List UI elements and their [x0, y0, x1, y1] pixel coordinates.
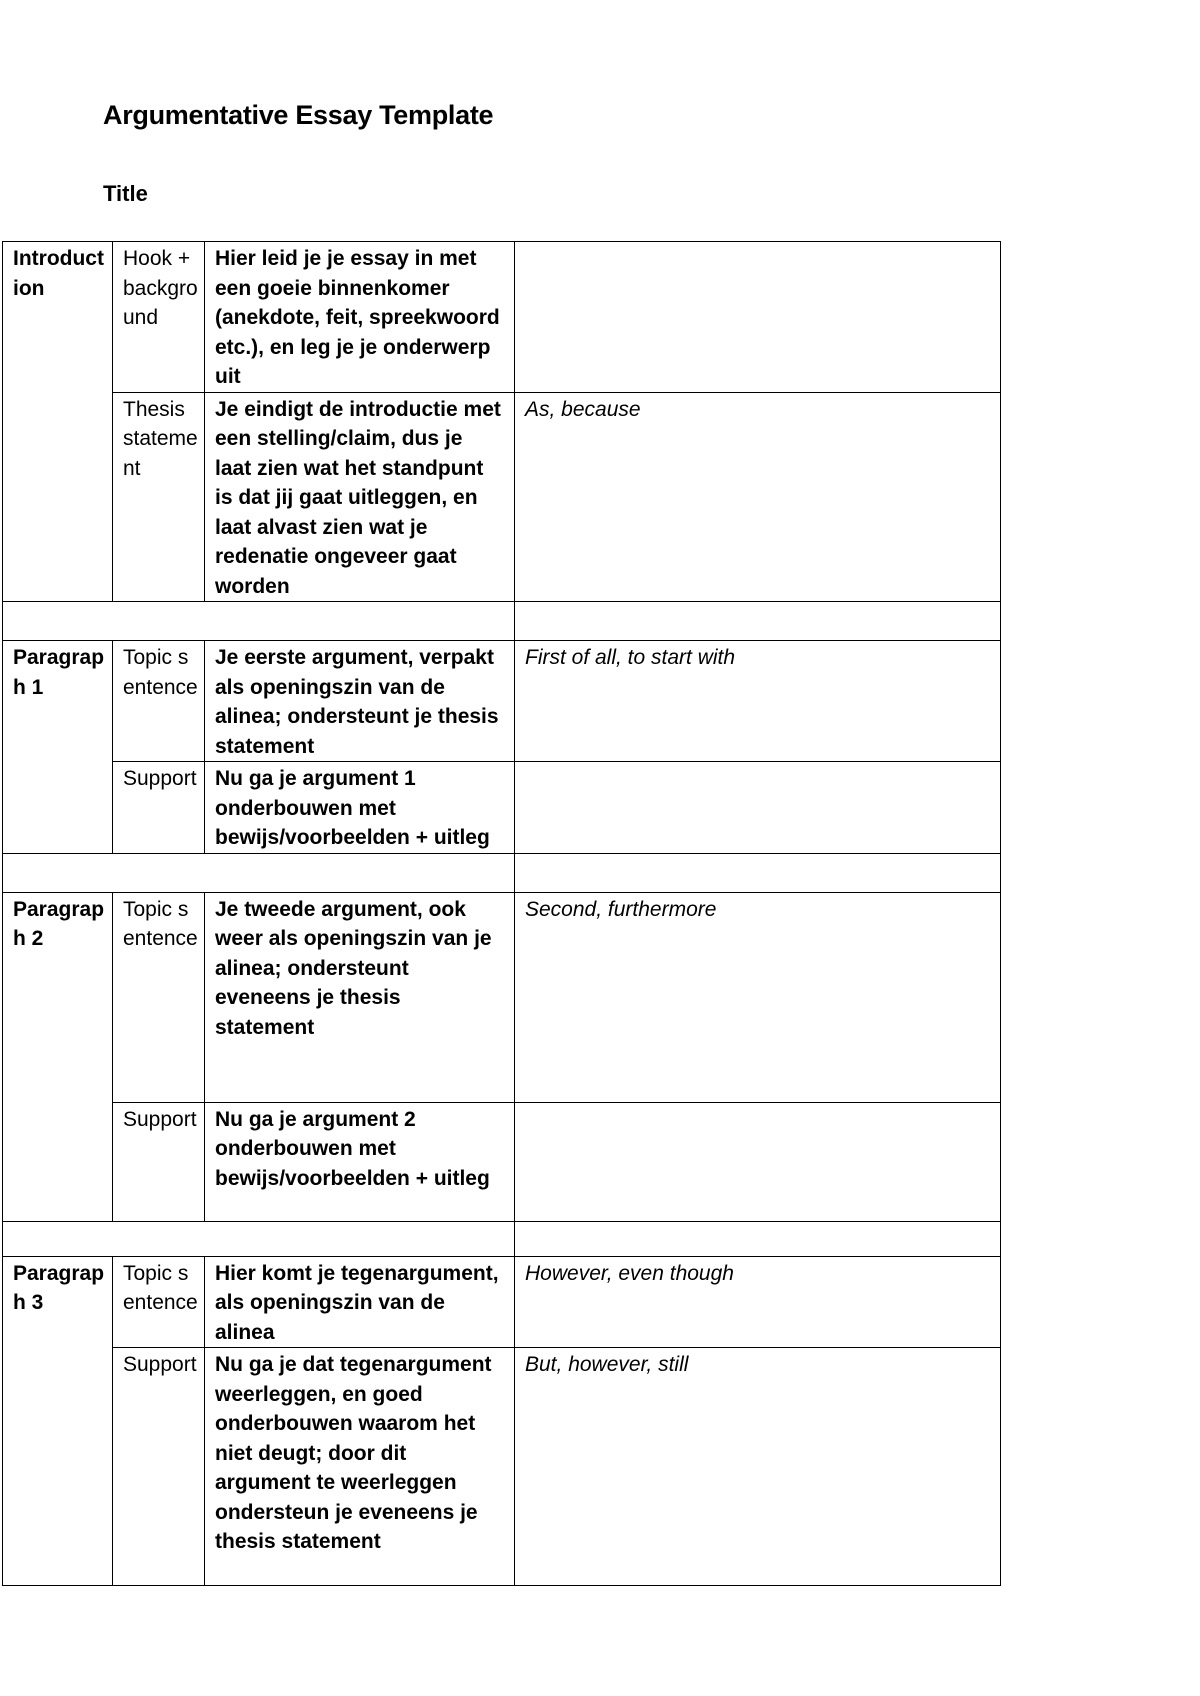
section-label-paragraph-3: Paragraph 3 [3, 1256, 113, 1586]
spacer-row [3, 853, 1001, 892]
spacer-row [3, 602, 1001, 641]
instruction-cell: Nu ga je argument 1 onderbouwen met bewijs/voorbeelden + uitleg [205, 762, 515, 854]
instruction-cell: Nu ga je dat tegenargument weerleggen, en goed onderbouwen waarom het niet deugt; door dit argument te weerleggen ondersteun je eveneens je thesis statement [205, 1348, 515, 1586]
element-label-support: Support [113, 762, 205, 854]
phrases-cell [515, 762, 1001, 854]
table-row [3, 1256, 1001, 1348]
element-label-topic-sentence: Topic sentence [113, 641, 205, 762]
table-row [3, 892, 1001, 1102]
element-label-support: Support [113, 1348, 205, 1586]
phrases-cell: But, however, still [515, 1348, 1001, 1586]
element-label-topic-sentence: Topic sentence [113, 1256, 205, 1348]
table-row [3, 1348, 1001, 1586]
instruction-cell: Je tweede argument, ook weer als openingszin van je alinea; ondersteunt eveneens je thesis statement [205, 892, 515, 1102]
section-label-introduction: Introduction [3, 242, 113, 602]
element-label-topic-sentence: Topic sentence [113, 892, 205, 1102]
table-row [3, 392, 1001, 602]
element-label-thesis: Thesis statement [113, 392, 205, 602]
phrases-cell [515, 242, 1001, 393]
phrases-cell: Second, furthermore [515, 892, 1001, 1102]
table-row [3, 762, 1001, 854]
phrases-cell: As, because [515, 392, 1001, 602]
instruction-cell: Nu ga je argument 2 onderbouwen met bewijs/voorbeelden + uitleg [205, 1102, 515, 1221]
phrases-cell [515, 1102, 1001, 1221]
element-label-support: Support [113, 1102, 205, 1221]
table-row [3, 641, 1001, 762]
document-title: Argumentative Essay Template [103, 100, 494, 130]
instruction-cell: Hier komt je tegenargument, als openingszin van de alinea [205, 1256, 515, 1348]
phrases-cell: However, even though [515, 1256, 1001, 1348]
instruction-cell: Je eerste argument, verpakt als openingszin van de alinea; ondersteunt je thesis statement [205, 641, 515, 762]
table-row [3, 242, 1001, 393]
instruction-cell: Hier leid je je essay in met een goeie binnenkomer (anekdote, feit, spreekwoord etc.), en leg je je onderwerp uit [205, 242, 515, 393]
phrases-cell: First of all, to start with [515, 641, 1001, 762]
table-row [3, 1102, 1001, 1221]
section-label-paragraph-1: Paragraph 1 [3, 641, 113, 854]
title-heading: Title [103, 181, 148, 206]
element-label-hook: Hook + background [113, 242, 205, 393]
instruction-cell: Je eindigt de introductie met een stelling/claim, dus je laat zien wat het standpunt is dat jij gaat uitleggen, en laat alvast zien wat je redenatie ongeveer gaat worden [205, 392, 515, 602]
section-label-paragraph-2: Paragraph 2 [3, 892, 113, 1221]
essay-template-table [2, 241, 1001, 1586]
spacer-row [3, 1221, 1001, 1256]
